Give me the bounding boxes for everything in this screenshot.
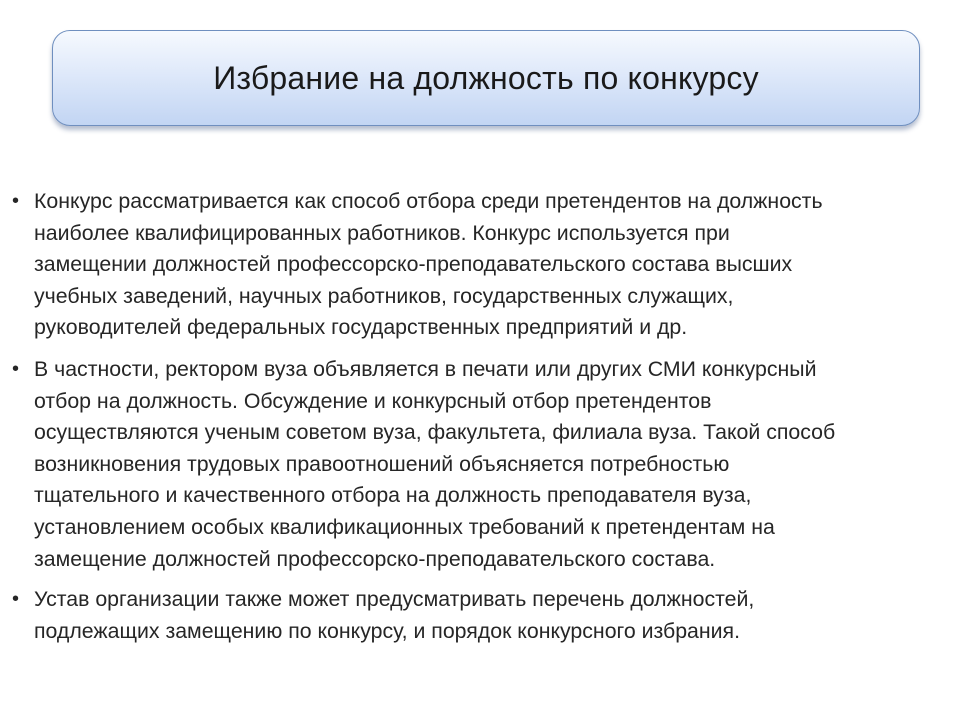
bullet-3-line-1: Устав организации также может предусматривать перечень должностей, xyxy=(34,587,755,612)
bullet-icon: • xyxy=(12,588,20,611)
bullet-icon: • xyxy=(12,190,20,212)
bullet-3-line-2: подлежащих замещению по конкурсу, и порядок конкурсного избрания. xyxy=(34,618,741,643)
bullet-2-line-3: осуществляются ученым советом вуза, факультета, филиала вуза. Такой способ xyxy=(34,420,836,445)
bullet-1-line-2: наиболее квалифицированных работников. Конкурс используется при xyxy=(34,220,730,245)
bullet-2-line-7: замещение должностей профессорско-преподавательского состава. xyxy=(34,546,716,571)
bullet-1-line-1: Конкурс рассматривается как способ отбора среди претендентов на должность xyxy=(34,189,823,213)
bullet-2-line-2: отбор на должность. Обсуждение и конкурсный отбор претендентов xyxy=(34,388,712,413)
slide-title: Избрание на должность по конкурсу xyxy=(213,59,759,96)
bullet-2-line-5: тщательного и качественного отбора на должность преподавателя вуза, xyxy=(34,483,752,508)
bullet-2-line-1: В частности, ректором вуза объявляется в печати или других СМИ конкурсный xyxy=(34,356,817,381)
slide-title-box xyxy=(52,30,920,126)
bullet-2-line-6: установлением особых квалификационных требований к претендентам на xyxy=(34,514,775,539)
bullet-item-2 xyxy=(12,354,950,575)
bullet-item-1 xyxy=(12,186,950,344)
bullet-icon: • xyxy=(12,357,20,380)
bullet-1-line-3: замещении должностей профессорско-преподавательского состава высших xyxy=(34,252,793,277)
bullet-item-3 xyxy=(12,584,950,647)
bullet-1-line-4: учебных заведений, научных работников, государственных служащих, xyxy=(34,283,734,308)
bullet-list xyxy=(12,186,950,657)
bullet-2-line-4: возникновения трудовых правоотношений объясняется потребностью xyxy=(34,451,730,476)
bullet-1-line-5: руководителей федеральных государственных предприятий и др. xyxy=(34,315,688,340)
